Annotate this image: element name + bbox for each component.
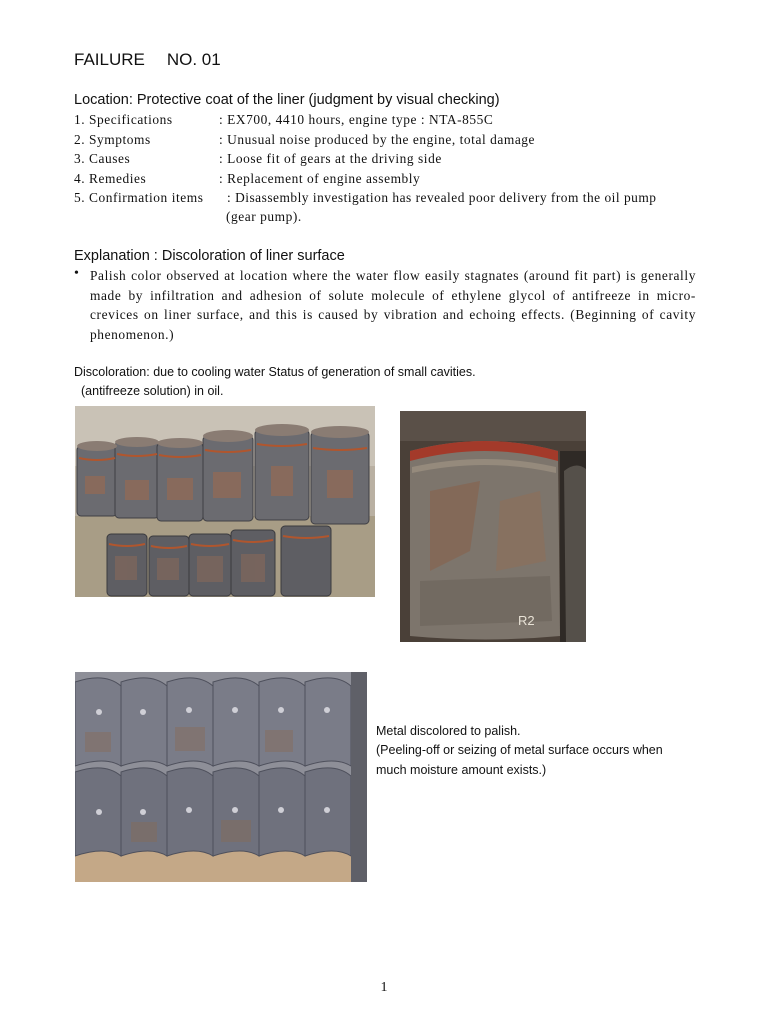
explanation-heading: Explanation : Discoloration of liner surface (74, 248, 345, 264)
bearing-note-line3: much moisture amount exists.) (376, 763, 547, 777)
spec-value: : Disassembly investigation has revealed poor delivery from the oil pump (227, 190, 657, 205)
spec-value: : Loose fit of gears at the driving side (219, 151, 442, 166)
photo-caption-line2: (antifreeze solution) in oil. (81, 384, 224, 398)
location-line: Location: Protective coat of the liner (judgment by visual checking) (74, 92, 500, 108)
liner-closeup-photo (400, 411, 586, 642)
failure-number: NO. 01 (166, 50, 221, 69)
failure-label: FAILURE (74, 50, 145, 69)
liner-marking: R2 (518, 613, 535, 628)
explanation-text: Palish color observed at location where the water flow easily stagnates (around fit part) is generally made by infiltration and adhesion of solute molecule of ethylene glycol of antifreeze in micro-crevices on liner surface, and this is caused by vibration and echoing effects. (Beginning of cavity phenomenon.) (90, 268, 696, 342)
spec-value: : EX700, 4410 hours, engine type : NTA-855C (219, 112, 494, 127)
page-number: 1 (380, 980, 388, 995)
spec-key: 4. Remedies (74, 171, 147, 186)
spec-value: : Replacement of engine assembly (219, 171, 421, 186)
spec-value: : Unusual noise produced by the engine, total damage (219, 132, 536, 147)
liners-group-photo (75, 406, 375, 597)
bearing-note-line2: (Peeling-off or seizing of metal surface occurs when (376, 743, 663, 757)
bullet-icon: • (74, 266, 79, 281)
failure-title (74, 50, 221, 70)
spec-key: 1. Specifications (74, 112, 173, 127)
spec-value-continuation: (gear pump). (226, 209, 302, 224)
bearing-note-line1: Metal discolored to palish. (376, 724, 521, 738)
spec-key: 2. Symptoms (74, 132, 151, 147)
spec-key: 3. Causes (74, 151, 131, 166)
photo-caption-line1: Discoloration: due to cooling water Status of generation of small cavities. (74, 365, 476, 379)
spec-key: 5. Confirmation items (74, 190, 204, 205)
bearing-shells-photo (75, 672, 367, 882)
